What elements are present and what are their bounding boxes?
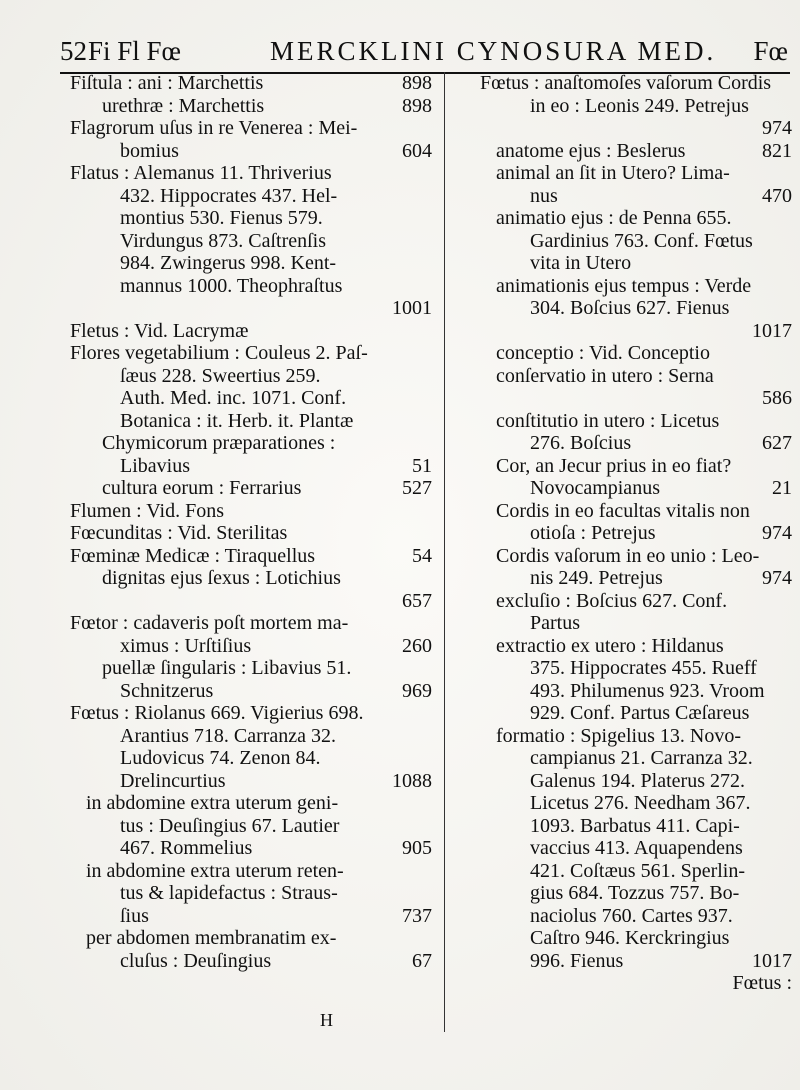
index-line [480,747,792,770]
index-line [480,860,792,883]
index-entry-text: Cordis vaſorum in eo unio : Leo- [496,544,760,567]
index-entry-text: Chymicorum præparationes : [102,432,336,454]
index-entry-text: montius 530. Fienus 579. [120,207,323,229]
index-line [70,275,432,298]
page-reference: 1088 [392,769,432,792]
page-reference: 51 [412,454,432,477]
index-entry-text: Fœminæ Medicæ : Tiraquellus [70,544,316,567]
index-line [70,387,432,410]
index-entry-text: Cordis in eo facultas vitalis non [496,499,750,522]
page-reference: 627 [762,432,792,454]
index-entry-text: Ludovicus 74. Zenon 84. [120,747,321,769]
index-entry-text: 984. Zwingerus 998. Kent- [120,252,337,274]
index-entry-text: Cor, an Jecur prius in eo fiat? [496,454,732,477]
page-reference: 1017 [752,319,792,342]
index-line [70,882,432,905]
index-line [480,905,792,928]
index-entry-text: Fiſtula : ani : Marchettis [70,72,264,94]
page-reference: 54 [412,544,432,567]
index-entry-text: Libavius [120,454,190,477]
index-entry-text: ximus : Urſtiſius [120,634,252,657]
index-line [480,882,792,905]
index-entry-text: 375. Hippocrates 455. Rueff [530,657,757,679]
index-entry-text: Fœcunditas : Vid. Sterilitas [70,522,288,544]
index-line [70,320,432,343]
index-line [480,410,792,433]
index-entry-text: 493. Philumenus 923. Vroom [530,679,765,702]
index-entry-text: animal an ſit in Utero? Lima- [496,162,730,184]
index-entry-text: anatome ejus : Beslerus [496,139,686,162]
index-entry-text: Flores vegetabilium : Couleus 2. Paſ- [70,342,368,364]
index-entry-text: cultura eorum : Ferrarius [102,477,302,499]
index-line [70,500,432,523]
left-column [70,72,432,1072]
index-entry-text: Flagrorum uſus in re Venerea : Mei- [70,117,358,139]
index-line [480,522,792,545]
index-entry-text: Drelincurtius [120,769,226,792]
index-line [70,837,432,860]
index-line [480,342,792,365]
index-entry-text: Partus [530,612,580,634]
index-entry-text: dignitas ejus ſexus : Lotichius [102,567,341,589]
index-line [480,545,792,568]
index-entry-text: tus : Deuſingius 67. Lautier [120,814,340,837]
index-line [480,635,792,658]
page-reference: 21 [772,477,792,499]
index-entry-text: Auth. Med. inc. 1071. Conf. [120,387,347,409]
index-line [480,837,792,860]
index-entry-text: cluſus : Deuſingius [120,949,272,972]
index-line [480,432,792,455]
index-entry-text: Licetus 276. Needham 367. [530,792,751,814]
index-line [480,657,792,680]
index-entry-text: excluſio : Boſcius 627. Conf. [496,589,728,612]
index-line [70,297,432,320]
index-line [480,252,792,275]
index-entry-text: Caſtro 946. Kerckringius [530,927,730,949]
page-reference: 1017 [752,949,792,972]
index-line [70,635,432,658]
index-entry-text: Galenus 194. Platerus 272. [530,769,745,792]
page-reference: 604 [402,139,432,162]
index-line [70,567,432,590]
index-line [480,590,792,613]
index-entry-text: mannus 1000. Theophraſtus [120,274,343,297]
index-entry-text: Virdungus 873. Caſtrenſis [120,229,327,252]
index-line [480,117,792,140]
index-line [70,747,432,770]
index-entry-text: 432. Hippocrates 437. Hel- [120,184,338,207]
index-entry-text: Gardinius 763. Conf. Fœtus [530,229,753,252]
index-entry-text: animatio ejus : de Penna 655. [496,207,732,229]
column-divider [444,72,445,1032]
index-line [480,95,792,118]
index-line [480,72,792,95]
index-line [480,725,792,748]
index-line [480,500,792,523]
index-line [480,567,792,590]
index-entry-text: gius 684. Tozzus 757. Bo- [530,882,740,904]
index-entry-text: conſervatio in utero : Serna [496,364,714,387]
page-reference: 974 [762,522,792,544]
right-column [480,72,792,1072]
page-reference: 657 [402,589,432,612]
header-catchword: Fœ [753,36,788,66]
index-line [70,365,432,388]
index-entry-text: urethræ : Marchettis [102,94,265,117]
index-entry-text: Schnitzerus [120,679,214,702]
index-line [480,230,792,253]
index-line [70,927,432,950]
page-reference: 527 [402,477,432,499]
index-line [70,432,432,455]
index-entry-text: vita in Utero [530,252,632,274]
index-line [70,725,432,748]
index-entry-text: conſtitutio in utero : Licetus [496,409,720,432]
index-line [70,860,432,883]
index-entry-text: Arantius 718. Carranza 32. [120,724,337,747]
page-reference: 260 [402,634,432,657]
index-line [480,702,792,725]
index-entry-text: vaccius 413. Aquapendens [530,837,743,859]
index-line [70,680,432,703]
page-number: 52 [60,36,87,66]
index-line [70,950,432,973]
index-entry-text: 1093. Barbatus 411. Capi- [530,814,740,837]
page-reference: 67 [412,949,432,972]
index-line [70,252,432,275]
index-line [480,927,792,950]
index-line [70,815,432,838]
index-entry-text: 929. Conf. Partus Cæſareus [530,702,750,724]
index-line [480,680,792,703]
index-line [70,792,432,815]
page-reference: 898 [402,94,432,117]
index-line [70,140,432,163]
index-entry-text: Flumen : Vid. Fons [70,499,225,522]
index-entry-text: conceptio : Vid. Conceptio [496,342,710,364]
index-line [70,522,432,545]
page-reference: 470 [762,184,792,207]
index-entry-text: campianus 21. Carranza 32. [530,747,753,769]
index-entry-text: 421. Coſtæus 561. Sperlin- [530,859,746,882]
index-line [70,207,432,230]
page-reference: 1001 [392,297,432,319]
index-line [70,657,432,680]
index-entry-text: Fœtor : cadaveris poſt mortem ma- [70,612,349,634]
index-entry-text: otioſa : Petrejus [530,522,656,544]
index-line [70,455,432,478]
index-line [480,275,792,298]
index-entry-text: ſæus 228. Sweertius 259. [120,364,321,387]
page-reference: 737 [402,904,432,927]
page-reference: 821 [762,139,792,162]
index-entry-text: nus [530,184,558,207]
index-entry-text: formatio : Spigelius 13. Novo- [496,724,741,747]
page-reference: 905 [402,837,432,859]
index-line [480,207,792,230]
index-entry-text: 996. Fienus [530,949,624,972]
index-entry-text: 304. Boſcius 627. Fienus [530,297,730,319]
index-line [480,815,792,838]
index-entry-text: in abdomine extra uterum geni- [86,792,339,814]
index-entry-text: Fœtus : Riolanus 669. Vigierius 698. [70,702,364,724]
index-line [480,792,792,815]
page-reference: 974 [762,117,792,139]
index-line [70,545,432,568]
index-line [480,455,792,478]
signature-mark: H [320,1010,333,1030]
index-line [480,770,792,793]
index-line [70,702,432,725]
index-entry-text: animationis ejus tempus : Verde [496,274,752,297]
page-reference: 586 [762,387,792,409]
page-reference: 969 [402,679,432,702]
page-reference: Fœtus : [732,972,792,994]
index-entry-text: naciolus 760. Cartes 937. [530,904,733,927]
index-entry-text: tus & lapidefactus : Straus- [120,882,338,904]
index-line [480,365,792,388]
index-entry-text: Flatus : Alemanus 11. Thriverius [70,162,332,184]
index-line [70,612,432,635]
index-entry-text: extractio ex utero : Hildanus [496,634,724,657]
index-line [480,140,792,163]
index-line [70,410,432,433]
index-line [70,230,432,253]
index-entry-text: Fletus : Vid. Lacrymæ [70,319,249,342]
index-line [480,950,792,973]
index-line [70,590,432,613]
index-entry-text: 276. Boſcius [530,432,632,454]
index-entry-text: in eo : Leonis 249. Petrejus [530,94,749,117]
index-entry-text: nis 249. Petrejus [530,567,663,589]
page-reference: 974 [762,567,792,589]
index-entry-text: Novocampianus [530,477,660,499]
index-line [70,905,432,928]
index-line [70,477,432,500]
index-line [70,95,432,118]
index-line [480,297,792,320]
index-line [480,320,792,343]
index-line [480,972,792,995]
index-line [480,612,792,635]
index-entry-text: ſius [120,904,149,927]
index-entry-text: Botanica : it. Herb. it. Plantæ [120,409,354,432]
index-line [70,342,432,365]
index-line [70,770,432,793]
index-entry-text: Fœtus : anaſtomoſes vaſorum Cordis [480,72,772,94]
index-line [480,387,792,410]
index-line [480,477,792,500]
header-keys: Fi Fl Fœ [88,36,182,66]
index-entry-text: 467. Rommelius [120,837,253,859]
running-title: MERCKLINI CYNOSURA MED. [270,36,717,66]
index-line [70,162,432,185]
index-line [70,117,432,140]
index-line [70,185,432,208]
index-line [480,162,792,185]
index-entry-text: puellæ ſingularis : Libavius 51. [102,657,352,679]
page-header [60,30,790,74]
index-line [480,185,792,208]
index-entry-text: bomius [120,139,179,162]
index-line [70,72,432,95]
page-reference: 898 [402,72,432,94]
index-entry-text: per abdomen membranatim ex- [86,927,337,949]
index-entry-text: in abdomine extra uterum reten- [86,859,344,882]
